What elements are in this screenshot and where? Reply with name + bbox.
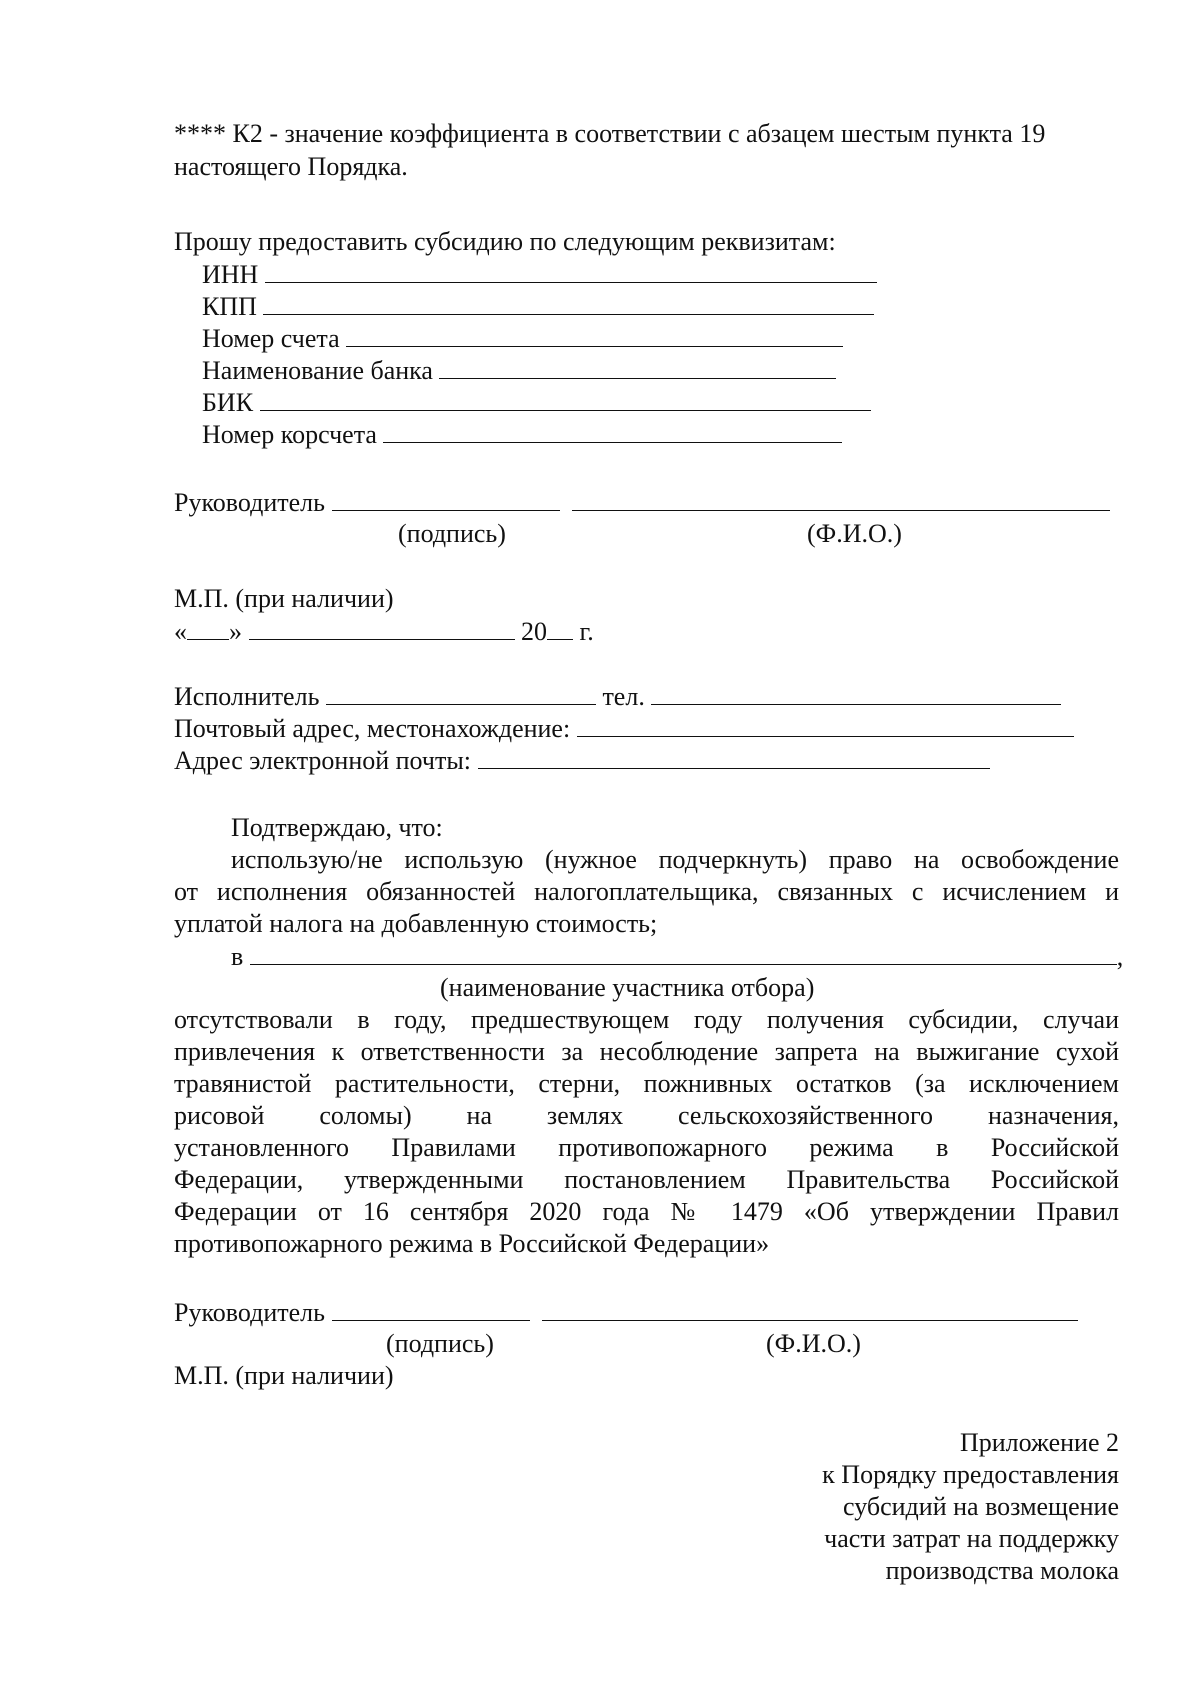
- appendix-line: к Порядку предоставления: [822, 1460, 1119, 1489]
- participant-row: [231, 940, 1123, 972]
- executor-row: [174, 680, 1061, 712]
- signature1-name-caption: (Ф.И.О.): [807, 519, 902, 548]
- address-input[interactable]: [577, 712, 1074, 737]
- confirmation-para2-line: отсутствовали в году, предшествующем году получения субсидии, случаи: [174, 1005, 1119, 1034]
- participant-suffix: ,: [1116, 942, 1124, 971]
- field-inn-label: ИНН: [202, 260, 259, 289]
- field-corr-account-input[interactable]: [383, 418, 842, 443]
- field-bik-label: БИК: [202, 388, 254, 417]
- appendix-line: субсидий на возмещение: [843, 1492, 1119, 1521]
- participant-prefix: в: [231, 942, 244, 971]
- signature1-sign-line[interactable]: [332, 486, 560, 511]
- executor-input[interactable]: [326, 680, 596, 705]
- field-bik-input[interactable]: [260, 386, 871, 411]
- request-intro: Прошу предоставить субсидию по следующим реквизитам:: [174, 227, 836, 256]
- signature1-stamp: М.П. (при наличии): [174, 584, 394, 613]
- field-inn-input[interactable]: [265, 258, 877, 283]
- phone-label: тел.: [602, 682, 645, 711]
- field-inn: [202, 258, 877, 290]
- confirmation-para1-line1: использую/не использую (нужное подчеркнуть) право на освобождение: [231, 845, 1119, 874]
- confirmation-para1-line3: уплатой налога на добавленную стоимость;: [174, 909, 658, 938]
- field-corr-account-label: Номер корсчета: [202, 420, 377, 449]
- phone-input[interactable]: [651, 680, 1061, 705]
- signature2-name-line[interactable]: [542, 1296, 1078, 1321]
- email-row: [174, 744, 990, 776]
- address-row: [174, 712, 1074, 744]
- field-bank-name-input[interactable]: [439, 354, 836, 379]
- confirmation-para2-line: установленного Правилами противопожарного режима в Российской: [174, 1133, 1119, 1162]
- date-day-input[interactable]: [187, 615, 229, 640]
- appendix-line: производства молока: [885, 1556, 1119, 1585]
- date-month-input[interactable]: [249, 615, 515, 640]
- date-year-prefix: 20: [521, 617, 547, 646]
- appendix-title: Приложение 2: [959, 1428, 1119, 1457]
- confirmation-para1-line2: от исполнения обязанностей налогоплательщика, связанных с исчислением и: [174, 877, 1119, 906]
- field-bank-name-label: Наименование банка: [202, 356, 433, 385]
- signature2-row: [174, 1296, 1078, 1328]
- confirmation-para2-line: рисовой соломы) на землях сельскохозяйственного назначения,: [174, 1101, 1119, 1130]
- signature2-name-caption: (Ф.И.О.): [766, 1329, 861, 1358]
- participant-input[interactable]: [250, 940, 1117, 965]
- footnote-line-2: настоящего Порядка.: [174, 152, 408, 181]
- date-year-input[interactable]: [547, 615, 573, 640]
- date-close-quote: »: [229, 617, 242, 646]
- signature1-row: [174, 486, 1110, 518]
- date-row: [174, 615, 594, 647]
- confirmation-heading: Подтверждаю, что:: [231, 813, 443, 842]
- confirmation-para2-line: Федерации от 16 сентября 2020 года № 1479 «Об утверждении Правил: [174, 1197, 1119, 1226]
- signature2-sign-caption: (подпись): [386, 1329, 494, 1358]
- field-account-number-label: Номер счета: [202, 324, 340, 353]
- field-account-number-input[interactable]: [346, 322, 843, 347]
- date-year-suffix: г.: [579, 617, 594, 646]
- appendix-line: части затрат на поддержку: [824, 1524, 1119, 1553]
- field-kpp-input[interactable]: [263, 290, 874, 315]
- executor-label: Исполнитель: [174, 682, 320, 711]
- field-account-number: [202, 322, 843, 354]
- participant-caption: (наименование участника отбора): [440, 973, 815, 1002]
- email-label: Адрес электронной почты:: [174, 746, 472, 775]
- field-kpp-label: КПП: [202, 292, 257, 321]
- signature1-name-line[interactable]: [572, 486, 1110, 511]
- email-input[interactable]: [478, 744, 990, 769]
- signature1-role: Руководитель: [174, 488, 325, 517]
- confirmation-para2-line: привлечения к ответственности за несоблюдение запрета на выжигание сухой: [174, 1037, 1119, 1066]
- field-corr-account: [202, 418, 842, 450]
- address-label: Почтовый адрес, местонахождение:: [174, 714, 571, 743]
- signature2-sign-line[interactable]: [332, 1296, 530, 1321]
- signature2-stamp: М.П. (при наличии): [174, 1361, 394, 1390]
- field-bank-name: [202, 354, 836, 386]
- date-open-quote: «: [174, 617, 187, 646]
- field-bik: [202, 386, 871, 418]
- signature2-role: Руководитель: [174, 1298, 325, 1327]
- confirmation-para2-last: противопожарного режима в Российской Федерации»: [174, 1229, 770, 1258]
- confirmation-para2-line: Федерации, утвержденными постановлением Правительства Российской: [174, 1165, 1119, 1194]
- signature1-sign-caption: (подпись): [398, 519, 506, 548]
- field-kpp: [202, 290, 874, 322]
- footnote-line-1: **** К2 - значение коэффициента в соответствии с абзацем шестым пункта 19: [174, 119, 1046, 148]
- confirmation-para2-line: травянистой растительности, стерни, пожнивных остатков (за исключением: [174, 1069, 1119, 1098]
